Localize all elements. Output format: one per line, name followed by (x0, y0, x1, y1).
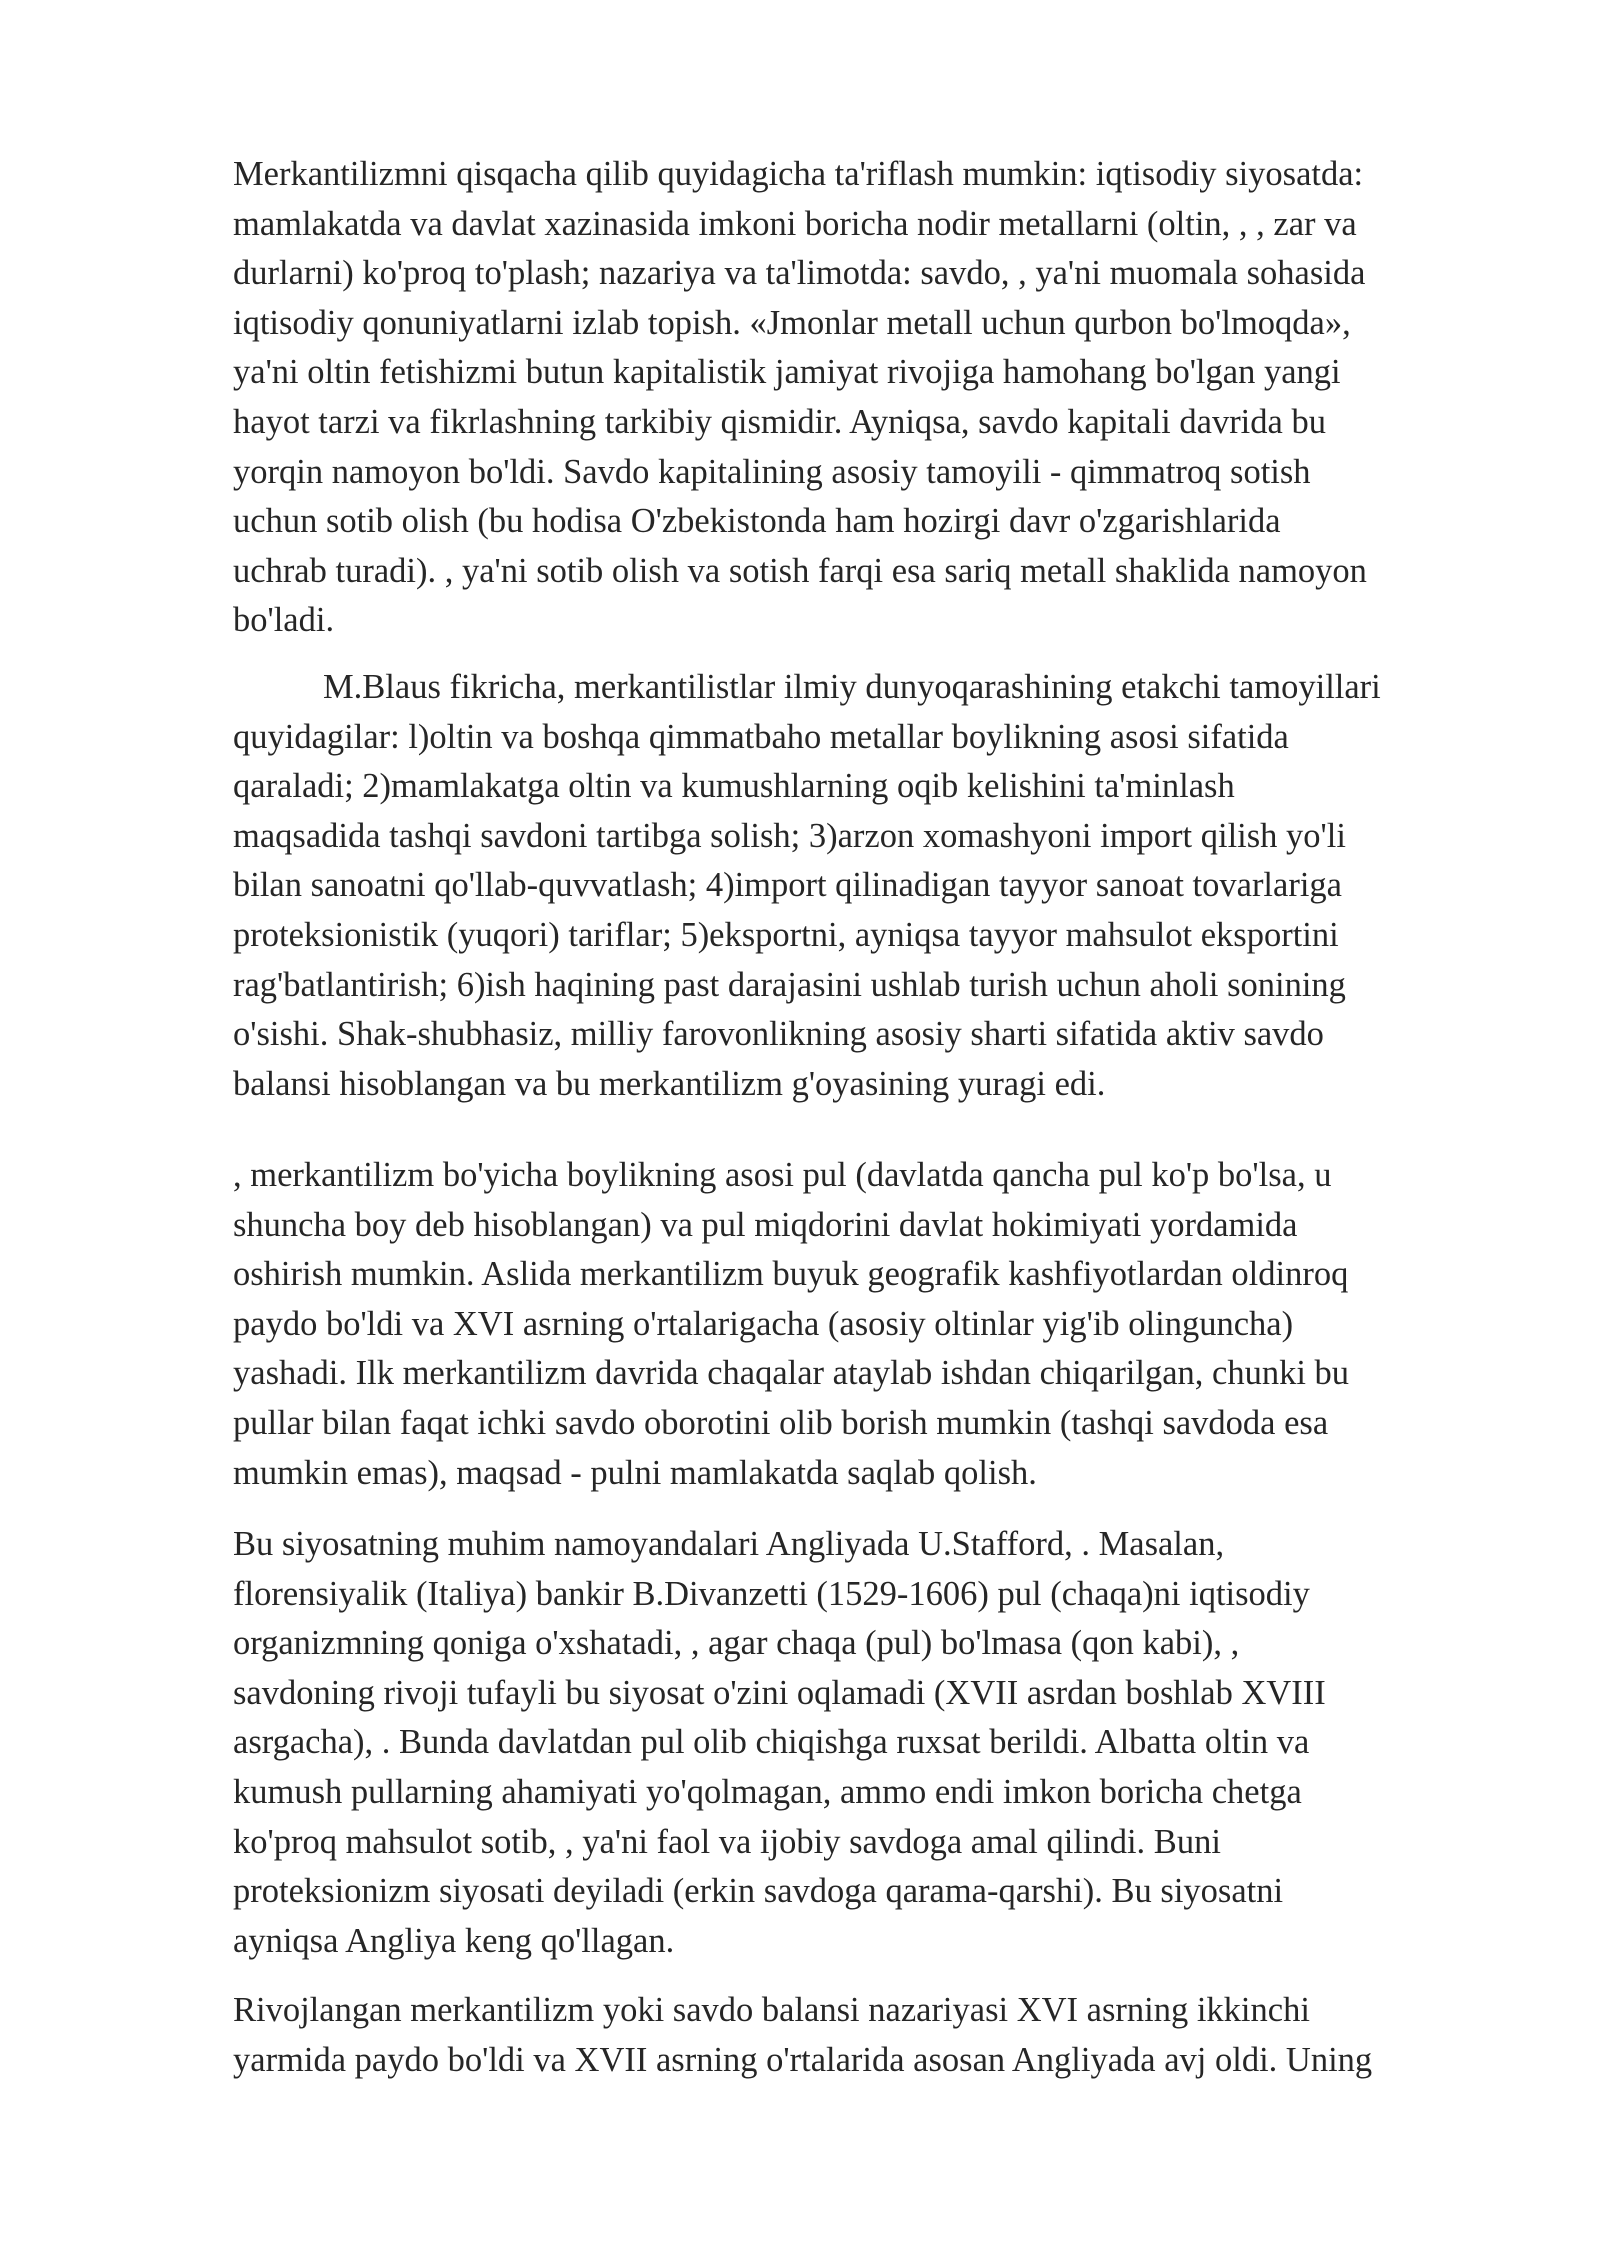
text-line: Rivojlangan merkantilizm yoki savdo balansi nazariyasi XVI asrning ikkinchi (233, 1991, 1310, 2029)
text-line: quyidagilar: l)oltin va boshqa qimmatbaho metallar boylikning asosi sifatida (233, 717, 1289, 756)
text-line: rag'batlantirish; 6)ish haqining past darajasini ushlab turish uchun aholi sonining (233, 965, 1346, 1004)
text-line: qaraladi; 2)mamlakatga oltin va kumushlarning oqib kelishini ta'minlash (233, 767, 1235, 806)
text-line: uchun sotib olish (bu hodisa O'zbekistonda ham hozirgi davr o'zgarishlarida (233, 502, 1281, 541)
text-line: maqsadida tashqi savdoni tartibga solish; 3)arzon xomashyoni import qilish yo'li (233, 816, 1346, 855)
paragraph-2 (233, 663, 1381, 1109)
text-line: M.Blaus fikricha, merkantilistlar ilmiy dunyoqarashining etakchi tamoyillari (323, 668, 1381, 706)
text-line: savdoning rivoji tufayli bu siyosat o'zini oqlamadi (XVII asrdan boshlab XVIII (233, 1673, 1326, 1712)
text-line: shuncha boy deb hisoblangan) va pul miqdorini davlat hokimiyati yordamida (233, 1205, 1298, 1244)
text-line: ayniqsa Angliya keng qo'llagan. (233, 1921, 675, 1960)
text-line: iqtisodiy qonuniyatlarni izlab topish. «Jmonlar metall uchun qurbon bo'lmoqda», (233, 303, 1351, 342)
text-line: hayot tarzi va fikrlashning tarkibiy qismidir. Ayniqsa, savdo kapitali davrida bu (233, 402, 1326, 441)
text-line: proteksionizm siyosati deyiladi (erkin savdoga qarama-qarshi). Bu siyosatni (233, 1872, 1284, 1911)
text-line: mamlakatda va davlat xazinasida imkoni boricha nodir metallarni (oltin, , , zar va (233, 204, 1357, 243)
text-line: bo'ladi. (233, 601, 335, 640)
text-line: bilan sanoatni qo'llab-quvvatlash; 4)import qilinadigan tayyor sanoat tovarlariga (233, 866, 1342, 905)
text-line: mumkin emas), maqsad - pulni mamlakatda saqlab qolish. (233, 1453, 1037, 1492)
text-line: proteksionistik (yuqori) tariflar; 5)eksportni, ayniqsa tayyor mahsulot eksportini (233, 915, 1339, 954)
text-line: Bu siyosatning muhim namoyandalari Angliyada U.Stafford, . Masalan, (233, 1525, 1225, 1563)
paragraph-3 (233, 1151, 1349, 1498)
paragraph-5 (233, 1986, 1372, 2085)
text-line: kumush pullarning ahamiyati yo'qolmagan, ammo endi imkon boricha chetga (233, 1772, 1302, 1811)
text-line: Merkantilizmni qisqacha qilib quyidagicha ta'riflash mumkin: iqtisodiy siyosatda: (233, 155, 1364, 193)
text-line: ya'ni oltin fetishizmi butun kapitalistik jamiyat rivojiga hamohang bo'lgan yangi (233, 353, 1341, 392)
text-line: yorqin namoyon bo'ldi. Savdo kapitalining asosiy tamoyili - qimmatroq sotish (233, 452, 1311, 491)
text-line: yarmida paydo bo'ldi va XVII asrning o'rtalarida asosan Angliyada avj oldi. Uning (233, 2040, 1373, 2079)
text-line: florensiyalik (Italiya) bankir B.Divanzetti (1529-1606) pul (chaqa)ni iqtisodiy (233, 1574, 1310, 1613)
paragraph-1 (233, 150, 1367, 646)
text-line: balansi hisoblangan va bu merkantilizm g'oyasining yuragi edi. (233, 1064, 1106, 1103)
text-line: oshirish mumkin. Aslida merkantilizm buyuk geografik kashfiyotlardan oldinroq (233, 1255, 1349, 1294)
text-line: durlarni) ko'proq to'plash; nazariya va ta'limotda: savdo, , ya'ni muomala sohasida (233, 254, 1366, 293)
text-line: uchrab turadi). , ya'ni sotib olish va sotish farqi esa sariq metall shaklida namoyon (233, 551, 1367, 590)
text-line: paydo bo'ldi va XVI asrning o'rtalarigacha (asosiy oltinlar yig'ib olinguncha) (233, 1304, 1294, 1343)
text-line: o'sishi. Shak-shubhasiz, milliy farovonlikning asosiy sharti sifatida aktiv savdo (233, 1015, 1324, 1054)
text-line: organizmning qoniga o'xshatadi, , agar chaqa (pul) bo'lmasa (qon kabi), , (233, 1624, 1240, 1663)
text-line: , merkantilizm bo'yicha boylikning asosi pul (davlatda qancha pul ko'p bo'lsa, u (233, 1156, 1332, 1194)
text-line: ko'proq mahsulot sotib, , ya'ni faol va ijobiy savdoga amal qilindi. Buni (233, 1822, 1221, 1861)
text-line: pullar bilan faqat ichki savdo oborotini olib borish mumkin (tashqi savdoda esa (233, 1403, 1329, 1442)
text-line: yashadi. Ilk merkantilizm davrida chaqalar ataylab ishdan chiqarilgan, chunki bu (233, 1354, 1350, 1393)
text-line: asrgacha), . Bunda davlatdan pul olib chiqishga ruxsat berildi. Albatta oltin va (233, 1723, 1310, 1762)
paragraph-4 (233, 1520, 1326, 1966)
